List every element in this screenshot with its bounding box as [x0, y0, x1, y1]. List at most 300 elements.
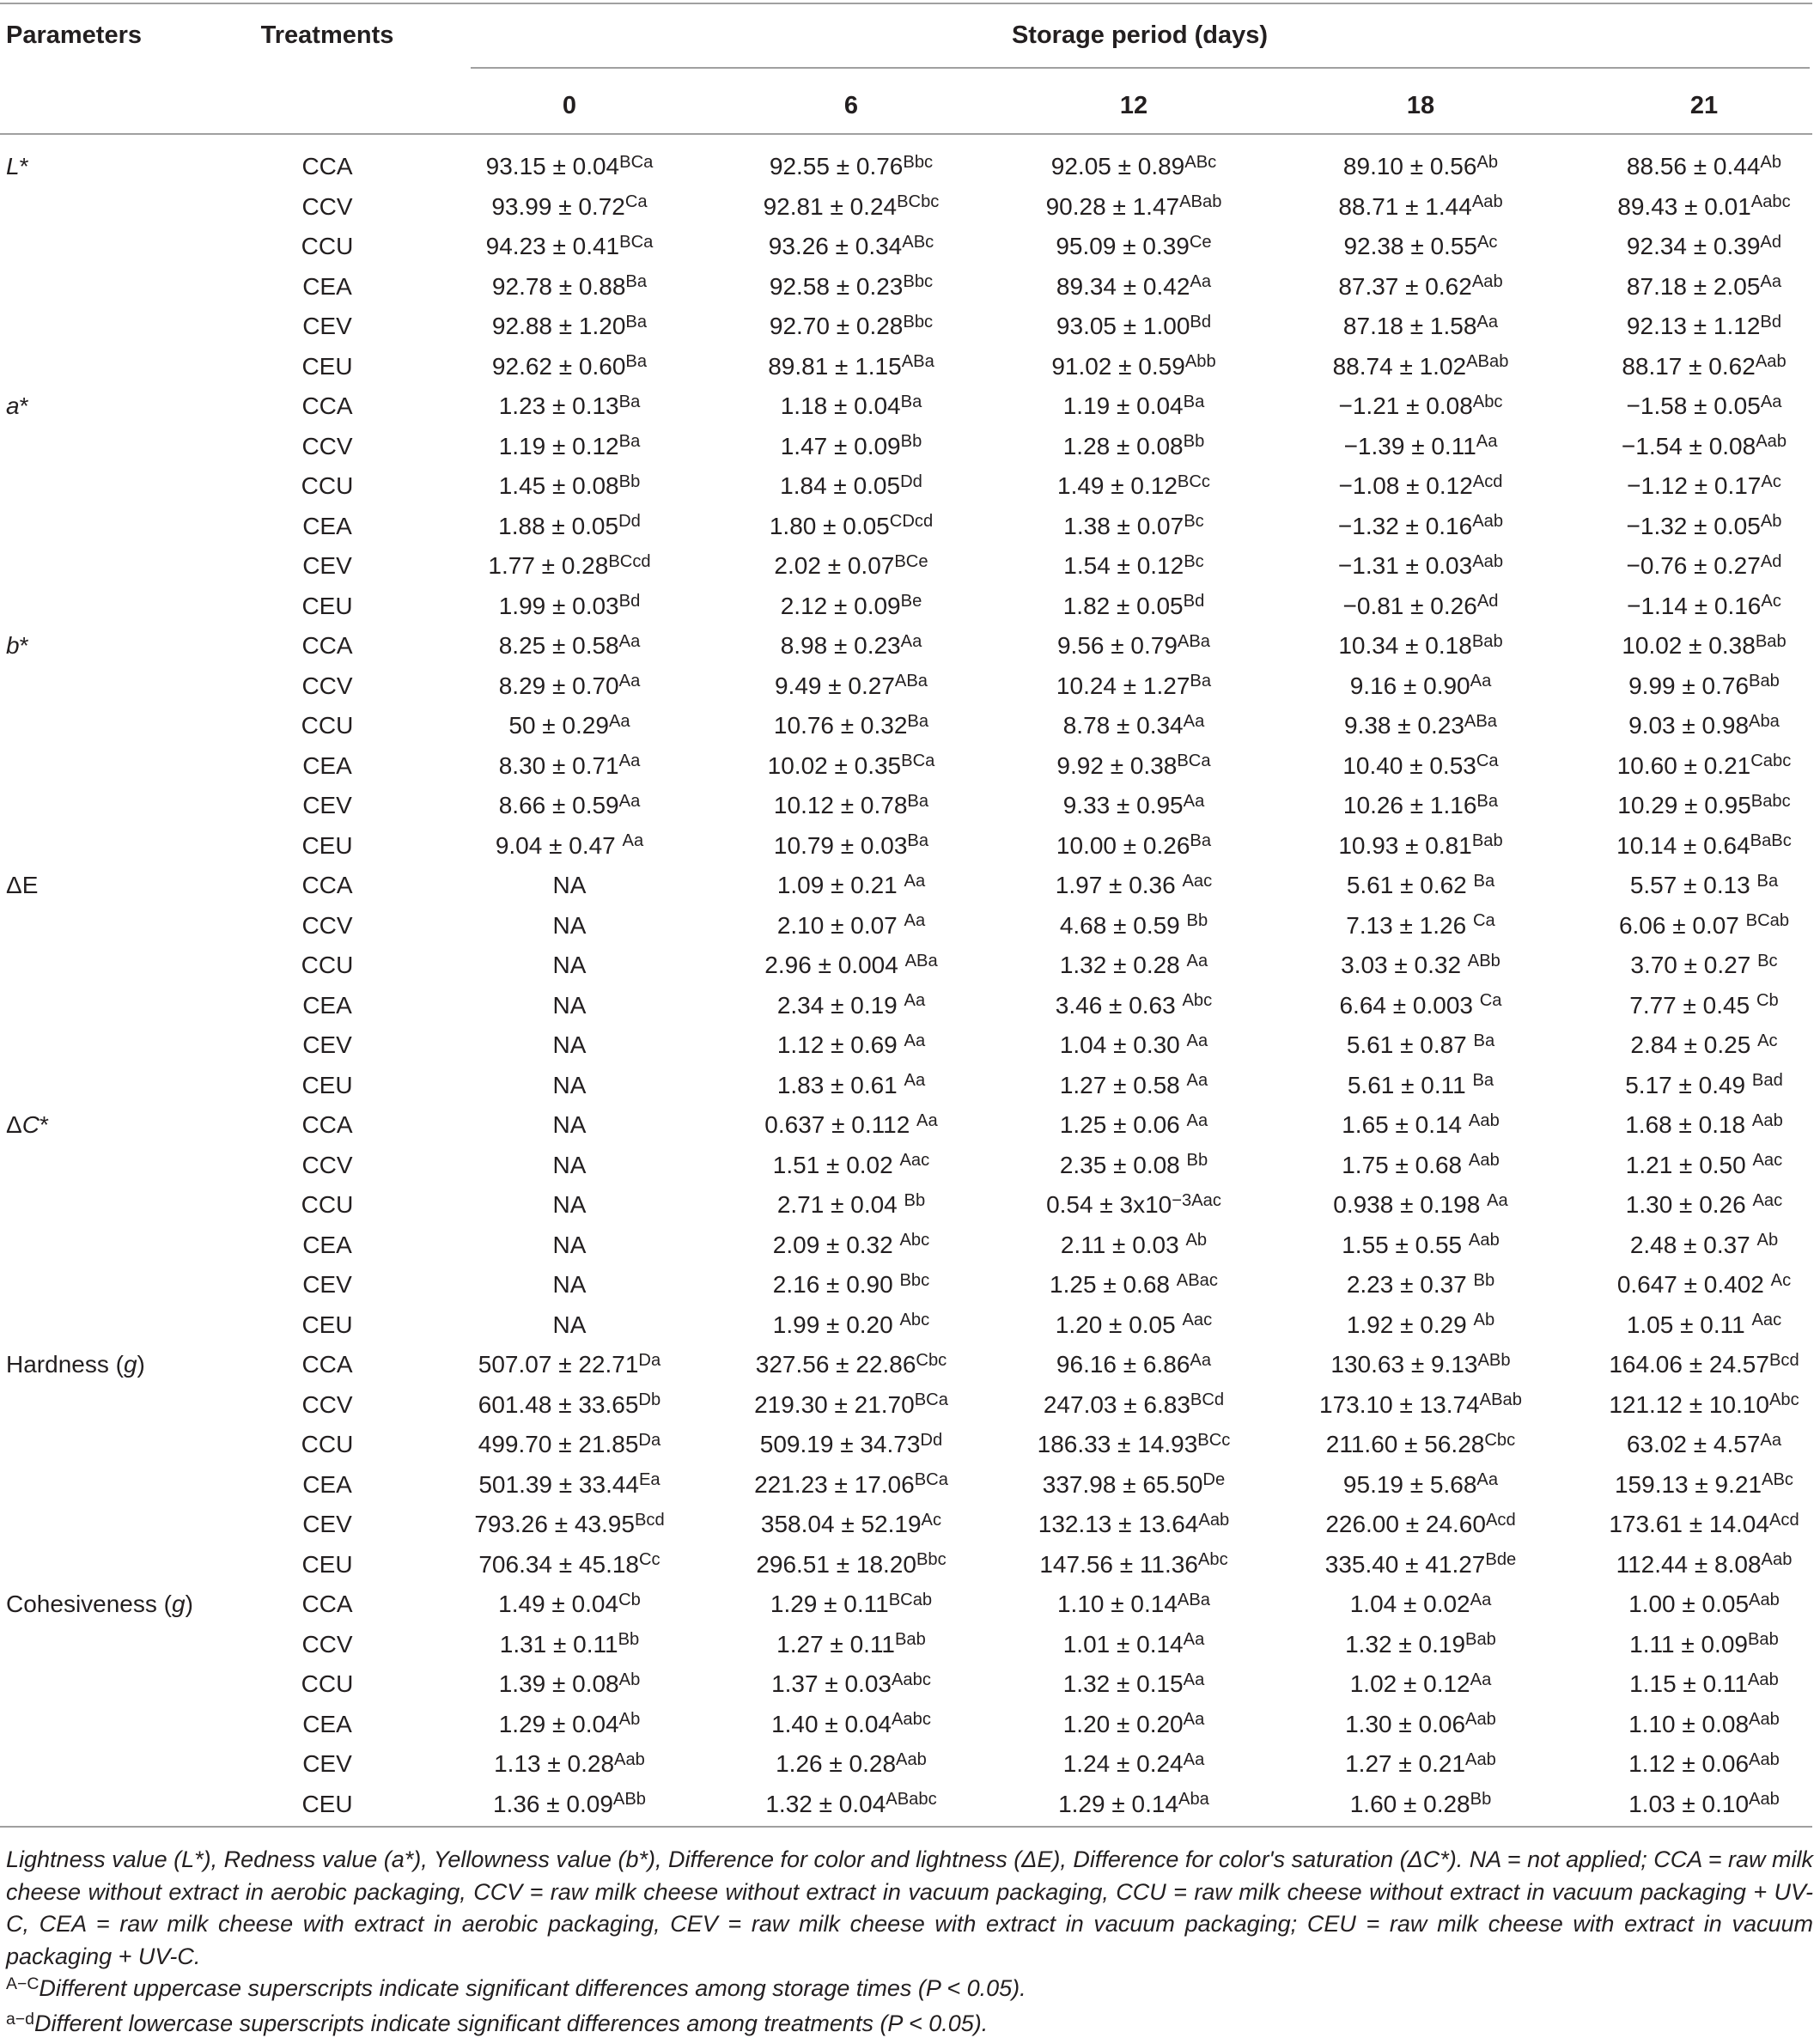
significance-superscript: ABc: [1184, 152, 1217, 172]
value-cell-day-6: [774, 706, 928, 749]
mean-sd-value: 1.99 ± 0.03: [498, 592, 619, 619]
significance-superscript: Da: [638, 1350, 661, 1370]
value-cell-day-6: [777, 986, 925, 1029]
mean-sd-value: 88.17 ± 0.62: [1622, 352, 1756, 380]
mean-sd-value: 1.25 ± 0.68: [1050, 1271, 1177, 1298]
value-cell-day-12: [1050, 1265, 1218, 1308]
value-cell-day-18: [1338, 826, 1502, 869]
mean-sd-value: 1.31 ± 0.11: [499, 1630, 618, 1658]
value-cell-day-0: [499, 587, 641, 630]
value-cell-day-6: [764, 187, 940, 230]
mean-sd-value: 1.12 ± 0.06: [1628, 1750, 1750, 1777]
parameter-label-part: ): [137, 1351, 145, 1378]
significance-superscript: Aabc: [891, 1670, 931, 1689]
value-cell-day-6: [770, 307, 933, 350]
value-cell-day-18: [1325, 1545, 1517, 1588]
value-cell-day-18: [1350, 666, 1492, 709]
mean-sd-value: 1.99 ± 0.20: [772, 1311, 900, 1338]
mean-sd-value: 5.61 ± 0.62: [1346, 872, 1474, 898]
significance-superscript: Ab: [618, 1670, 641, 1689]
value-cell-day-18: [1343, 786, 1498, 829]
table-row: [0, 1505, 1820, 1545]
significance-superscript: Ce: [1189, 232, 1212, 252]
significance-superscript: Aac: [1752, 1151, 1783, 1171]
mean-sd-value: 1.21 ± 0.50: [1625, 1151, 1753, 1178]
value-cell-day-12: [1063, 1705, 1205, 1748]
parameter-label: [6, 1105, 49, 1146]
significance-superscript: BCa: [619, 152, 654, 172]
value-cell-day-21: [1626, 1146, 1782, 1189]
mean-sd-value: 1.10 ± 0.14: [1056, 1591, 1178, 1617]
mean-sd-value: 164.06 ± 24.57: [1609, 1351, 1769, 1378]
value-cell-day-6: [777, 1185, 925, 1228]
significance-superscript: Bbc: [899, 1270, 930, 1290]
value-cell-day-21: [1627, 147, 1781, 190]
mean-sd-value: NA: [552, 911, 587, 939]
significance-superscript: ABab: [1466, 352, 1509, 372]
value-cell-day-18: [1339, 986, 1501, 1029]
significance-superscript: Bbc: [903, 312, 934, 332]
table-row: [0, 1585, 1820, 1625]
treatment-label: CEA: [302, 272, 352, 300]
storage-period-rule: [471, 67, 1810, 69]
significance-superscript: BCa: [914, 1470, 948, 1490]
value-cell-day-0: [500, 1625, 640, 1668]
value-cell-day-0: [499, 666, 641, 709]
mean-sd-value: 1.51 ± 0.02: [772, 1151, 900, 1178]
table-row: [0, 466, 1820, 507]
table-row: [0, 347, 1820, 387]
significance-superscript: Bb: [1470, 1790, 1492, 1810]
value-cell-day-18: [1325, 1505, 1515, 1548]
significance-superscript: Bab: [1465, 1630, 1496, 1650]
value-cell-day-18: [1343, 147, 1498, 190]
significance-superscript: Aa: [1470, 672, 1492, 691]
significance-superscript: Ca: [1479, 991, 1502, 1011]
parameter-label: [6, 866, 38, 906]
significance-superscript: Aac: [1182, 871, 1213, 891]
value-cell-day-18: [1342, 1105, 1500, 1148]
significance-superscript: Ba: [907, 711, 929, 731]
mean-sd-value: 4.68 ± 0.59: [1059, 911, 1187, 939]
value-cell-day-18: [1326, 1425, 1515, 1468]
mean-sd-value: 92.88 ± 1.20: [491, 313, 626, 339]
significance-superscript: Aa: [1183, 1710, 1205, 1730]
value-cell-day-21: [1628, 1744, 1780, 1787]
mean-sd-value: 1.28 ± 0.08: [1062, 432, 1184, 459]
table-footnotes: [6, 1844, 1813, 2043]
mean-sd-value: 121.12 ± 10.10: [1609, 1390, 1769, 1418]
parameter-label-part: Cohesiveness (: [6, 1591, 172, 1617]
value-cell-day-12: [1060, 906, 1208, 949]
parameter-label-part: C: [21, 1111, 40, 1138]
parameter-label-part: a: [6, 392, 20, 419]
value-cell-day-21: [1627, 267, 1781, 310]
value-cell-day-0: [496, 826, 643, 869]
value-cell-day-21: [1629, 1664, 1779, 1707]
significance-superscript: Aab: [1468, 1231, 1500, 1250]
treatment-label: CCV: [301, 1630, 353, 1658]
value-cell-day-21: [1622, 626, 1786, 669]
significance-superscript: Aab: [1761, 1550, 1793, 1570]
value-cell-day-6: [777, 1066, 925, 1109]
value-cell-day-21: [1627, 386, 1782, 429]
value-cell-day-6: [770, 507, 933, 550]
significance-superscript: Be: [900, 592, 922, 611]
table-row: [0, 1185, 1820, 1226]
table-row: [0, 227, 1820, 267]
mean-sd-value: 132.13 ± 13.64: [1038, 1511, 1199, 1537]
mean-sd-value: 10.40 ± 0.53: [1342, 751, 1476, 779]
significance-superscript: ABa: [1177, 1590, 1211, 1609]
significance-superscript: Aab: [1465, 1749, 1496, 1769]
mean-sd-value: 335.40 ± 41.27: [1324, 1550, 1486, 1578]
table-row: [0, 507, 1820, 547]
value-cell-day-21: [1627, 587, 1781, 630]
value-cell-day-0: [493, 1785, 646, 1828]
significance-superscript: Aab: [1749, 1749, 1780, 1769]
mean-sd-value: 1.20 ± 0.20: [1062, 1710, 1184, 1737]
mean-sd-value: 1.09 ± 0.21: [776, 872, 904, 898]
mean-sd-value: 10.02 ± 0.38: [1622, 632, 1756, 659]
table-row: [0, 1226, 1820, 1266]
table-row: [0, 946, 1820, 986]
table-row: [0, 906, 1820, 946]
value-cell-day-18: [1338, 466, 1502, 509]
significance-superscript: Bc: [1757, 951, 1778, 970]
value-cell-day-6: [761, 1505, 941, 1548]
value-cell-day-18: [1345, 1625, 1496, 1668]
value-cell-day-6: [764, 946, 937, 989]
value-cell-day-12: [1046, 187, 1222, 230]
value-cell-day-12: [1058, 1785, 1209, 1828]
value-cell-day-21: [1628, 1705, 1780, 1748]
mean-sd-value: 95.19 ± 5.68: [1342, 1470, 1477, 1498]
parameter-label-part: *: [19, 392, 29, 419]
mean-sd-value: 1.19 ± 0.04: [1062, 392, 1184, 419]
treatment-label: CEV: [302, 1271, 352, 1298]
value-cell-day-0: [492, 347, 647, 390]
value-cell-day-12: [1060, 1066, 1208, 1109]
value-cell-day-12: [1061, 1226, 1207, 1268]
mean-sd-value: 1.24 ± 0.24: [1062, 1750, 1184, 1777]
value-cell-day-18: [1338, 507, 1503, 550]
mean-sd-value: 1.20 ± 0.05: [1055, 1311, 1183, 1338]
value-cell-day-6: [756, 1545, 946, 1588]
significance-superscript: Cabc: [1750, 751, 1792, 771]
mean-sd-value: 9.16 ± 0.90: [1349, 672, 1470, 699]
significance-superscript: Aab: [1465, 1710, 1496, 1730]
significance-superscript: Bad: [1751, 1071, 1783, 1091]
treatment-label: CCV: [301, 1151, 353, 1178]
mean-sd-value: −1.58 ± 0.05: [1626, 392, 1761, 419]
significance-superscript: Ba: [1190, 831, 1212, 851]
significance-superscript: Ab: [1760, 152, 1782, 172]
mean-sd-value: 173.61 ± 14.04: [1609, 1511, 1769, 1537]
table-row: [0, 307, 1820, 347]
treatment-label: CEU: [301, 1311, 353, 1338]
header-treatments: Treatments: [260, 21, 394, 49]
significance-superscript: BCbc: [897, 192, 940, 212]
value-cell-day-6: [773, 1305, 929, 1348]
value-cell-day-21: [1625, 1105, 1783, 1148]
table-row: [0, 1545, 1820, 1585]
significance-superscript: Ba: [907, 831, 929, 851]
mean-sd-value: 1.13 ± 0.28: [494, 1750, 615, 1777]
value-cell-day-21: [1619, 906, 1789, 949]
value-cell-day-0: [553, 986, 587, 1026]
treatment-label: CCA: [301, 1111, 353, 1138]
mean-sd-value: 1.12 ± 0.69: [776, 1031, 904, 1058]
significance-superscript: BCa: [619, 232, 654, 252]
mean-sd-value: 1.04 ± 0.30: [1059, 1031, 1187, 1058]
table-row: [0, 546, 1820, 587]
significance-superscript: Bb: [900, 432, 922, 452]
mean-sd-value: 499.70 ± 21.85: [478, 1431, 639, 1457]
value-cell-day-12: [1051, 147, 1216, 190]
mean-sd-value: 1.29 ± 0.04: [498, 1710, 619, 1737]
significance-superscript: Bc: [1184, 551, 1204, 571]
significance-superscript: Aabc: [891, 1710, 931, 1730]
treatment-label: CCA: [301, 872, 353, 898]
mean-sd-value: NA: [552, 1111, 587, 1138]
mean-sd-value: 1.38 ± 0.07: [1063, 512, 1184, 539]
treatment-label: CEU: [301, 1071, 353, 1098]
value-cell-day-6: [781, 386, 922, 429]
mean-sd-value: 10.24 ± 1.27: [1056, 672, 1190, 699]
table-row: [0, 267, 1820, 307]
significance-superscript: Cc: [639, 1550, 660, 1570]
value-cell-day-0: [486, 147, 654, 190]
mean-sd-value: 93.05 ± 1.00: [1056, 313, 1190, 339]
value-cell-day-0: [488, 546, 650, 589]
mean-sd-value: 10.29 ± 0.95: [1617, 792, 1751, 818]
mean-sd-value: 8.98 ± 0.23: [780, 632, 901, 659]
significance-superscript: BaBc: [1750, 831, 1792, 851]
mean-sd-value: −1.08 ± 0.12: [1338, 472, 1473, 499]
value-cell-day-18: [1350, 1585, 1492, 1627]
value-cell-day-21: [1630, 866, 1778, 909]
significance-superscript: Bbc: [916, 1550, 947, 1570]
treatment-label: CEU: [301, 1550, 353, 1578]
significance-superscript: Ba: [900, 392, 922, 411]
mean-sd-value: 1.03 ± 0.10: [1628, 1790, 1750, 1817]
value-cell-day-18: [1350, 1664, 1492, 1707]
mean-sd-value: 1.32 ± 0.04: [765, 1790, 886, 1817]
value-cell-day-18: [1348, 1066, 1494, 1109]
significance-superscript: Cb: [1756, 991, 1779, 1011]
mean-sd-value: 130.63 ± 9.13: [1330, 1351, 1478, 1378]
value-cell-day-18: [1333, 1185, 1508, 1228]
parameter-label: [6, 626, 28, 666]
significance-superscript: Aab: [1749, 1710, 1780, 1730]
mean-sd-value: −1.39 ± 0.11: [1343, 432, 1476, 459]
value-cell-day-6: [777, 1025, 925, 1068]
mean-sd-value: 8.30 ± 0.71: [498, 751, 619, 779]
mean-sd-value: 296.51 ± 18.20: [756, 1550, 916, 1578]
mean-sd-value: 507.07 ± 22.71: [478, 1351, 639, 1378]
significance-superscript: Aba: [1178, 1790, 1209, 1810]
value-cell-day-12: [1063, 546, 1203, 589]
table-row: [0, 1305, 1820, 1346]
significance-superscript: Aa: [916, 1110, 938, 1130]
table-row: [0, 746, 1820, 787]
mean-sd-value: −0.76 ± 0.27: [1626, 552, 1761, 579]
significance-superscript: ABb: [612, 1790, 647, 1810]
value-cell-day-18: [1338, 267, 1502, 310]
value-cell-day-21: [1628, 666, 1780, 709]
significance-superscript: Bb: [1473, 1270, 1495, 1290]
mean-sd-value: 9.04 ± 0.47: [495, 831, 623, 859]
value-cell-day-12: [1056, 227, 1211, 270]
value-cell-day-18: [1343, 307, 1498, 350]
parameter-label-part: Hardness (: [6, 1351, 124, 1378]
significance-superscript: ABa: [901, 352, 934, 372]
value-cell-day-6: [781, 587, 922, 630]
mean-sd-value: NA: [552, 1271, 587, 1298]
significance-superscript: Bcd: [634, 1510, 665, 1530]
value-cell-day-12: [1039, 1545, 1227, 1588]
treatment-label: CEV: [302, 1031, 352, 1058]
treatment-label: CCU: [301, 712, 354, 739]
mean-sd-value: 50 ± 0.29: [508, 712, 609, 739]
significance-superscript: Ba: [1476, 791, 1499, 811]
significance-superscript: Aa: [1186, 1071, 1208, 1091]
value-cell-day-18: [1345, 1744, 1496, 1787]
value-cell-day-12: [1060, 1105, 1208, 1148]
mean-sd-value: 1.37 ± 0.03: [771, 1670, 892, 1697]
value-cell-day-12: [1056, 866, 1212, 909]
mean-sd-value: 5.17 ± 0.49: [1625, 1071, 1752, 1098]
table-row: [0, 1265, 1820, 1305]
mean-sd-value: 9.56 ± 0.79: [1056, 632, 1178, 659]
treatment-label: CEU: [301, 352, 353, 380]
mean-sd-value: 358.04 ± 52.19: [760, 1511, 922, 1537]
value-cell-day-6: [777, 866, 925, 909]
mean-sd-value: 1.32 ± 0.19: [1345, 1630, 1466, 1658]
value-cell-day-0: [508, 706, 630, 749]
significance-superscript: Bd: [1183, 592, 1205, 611]
value-cell-day-18: [1344, 706, 1497, 749]
significance-superscript: Ad: [1760, 232, 1782, 252]
mean-sd-value: 2.35 ± 0.08: [1059, 1151, 1187, 1178]
significance-superscript: Aab: [1471, 272, 1503, 292]
value-cell-day-12: [1063, 786, 1205, 829]
value-cell-day-18: [1342, 1226, 1500, 1268]
value-cell-day-18: [1338, 626, 1502, 669]
value-cell-day-12: [1063, 1744, 1205, 1787]
significance-superscript: ABa: [894, 672, 928, 691]
significance-superscript: Bbc: [903, 152, 934, 172]
value-cell-day-12: [1043, 1465, 1225, 1508]
value-cell-day-18: [1347, 1305, 1494, 1348]
value-cell-day-12: [1044, 1385, 1224, 1428]
value-cell-day-21: [1609, 1385, 1799, 1428]
mean-sd-value: −1.12 ± 0.17: [1627, 472, 1762, 499]
significance-superscript: Acd: [1472, 471, 1503, 491]
value-cell-day-12: [1056, 1345, 1211, 1388]
mean-sd-value: 95.09 ± 0.39: [1056, 233, 1190, 259]
table-body: [0, 147, 1820, 1824]
significance-superscript: Abc: [1182, 991, 1213, 1011]
value-cell-day-0: [553, 1305, 587, 1346]
value-cell-day-18: [1347, 866, 1494, 909]
mean-sd-value: 93.15 ± 0.04: [485, 153, 620, 179]
significance-superscript: Bd: [1190, 312, 1212, 332]
value-cell-day-6: [774, 786, 928, 829]
value-cell-day-0: [499, 746, 641, 789]
significance-superscript: ABab: [1479, 1390, 1522, 1410]
mean-sd-value: 0.54 ± 3x10: [1046, 1191, 1172, 1218]
mean-sd-value: NA: [552, 1191, 587, 1218]
mean-sd-value: 92.38 ± 0.55: [1343, 233, 1477, 259]
mean-sd-value: 601.48 ± 33.65: [478, 1390, 639, 1418]
value-cell-day-21: [1627, 227, 1781, 270]
value-cell-day-18: [1338, 187, 1502, 230]
significance-superscript: Ad: [1476, 592, 1499, 611]
significance-superscript: Aa: [1183, 1630, 1205, 1650]
value-cell-day-6: [754, 1465, 948, 1508]
value-cell-day-12: [1063, 507, 1203, 550]
mean-sd-value: 1.26 ± 0.28: [776, 1750, 897, 1777]
treatment-label: CEV: [302, 552, 352, 579]
significance-superscript: Ba: [625, 312, 648, 332]
mean-sd-value: 226.00 ± 24.60: [1325, 1511, 1486, 1537]
table-row: [0, 1025, 1820, 1066]
mean-sd-value: 10.34 ± 0.18: [1338, 632, 1472, 659]
mean-sd-value: 2.09 ± 0.32: [772, 1231, 900, 1258]
significance-superscript: Aac: [1182, 1311, 1213, 1330]
value-cell-day-12: [1063, 587, 1205, 630]
significance-superscript: Aa: [1476, 1470, 1499, 1490]
significance-superscript: Bcd: [1768, 1350, 1799, 1370]
mean-sd-value: 1.88 ± 0.05: [498, 512, 619, 539]
mean-sd-value: 92.81 ± 0.24: [763, 192, 898, 220]
mean-sd-value: 0.637 ± 0.112: [764, 1111, 917, 1138]
mean-sd-value: 1.47 ± 0.09: [780, 432, 901, 459]
mean-sd-value: 112.44 ± 8.08: [1616, 1550, 1762, 1578]
value-cell-day-0: [478, 1545, 660, 1588]
significance-superscript: Bab: [1471, 831, 1503, 851]
mean-sd-value: 1.01 ± 0.14: [1062, 1630, 1184, 1658]
mean-sd-value: 1.80 ± 0.05: [769, 512, 890, 539]
value-cell-day-0: [553, 1265, 587, 1305]
mean-sd-value: 92.70 ± 0.28: [769, 313, 904, 339]
value-cell-day-6: [774, 546, 928, 589]
parameter-label-part: g: [171, 1591, 186, 1617]
value-cell-day-21: [1630, 946, 1777, 989]
mean-sd-value: 1.77 ± 0.28: [488, 552, 609, 579]
mean-sd-value: 1.29 ± 0.14: [1058, 1790, 1179, 1817]
significance-superscript: Ba: [625, 272, 648, 292]
significance-superscript: Ab: [1473, 1311, 1495, 1330]
value-cell-day-0: [474, 1505, 664, 1548]
value-cell-day-21: [1616, 826, 1792, 869]
value-cell-day-12: [1046, 1185, 1221, 1228]
significance-superscript: Ba: [1472, 1071, 1494, 1091]
table-row: [0, 1465, 1820, 1506]
value-cell-day-0: [478, 1465, 660, 1508]
mean-sd-value: 1.49 ± 0.12: [1056, 472, 1178, 499]
mean-sd-value: 327.56 ± 22.86: [755, 1351, 916, 1378]
mean-sd-value: 10.93 ± 0.81: [1338, 831, 1472, 859]
mean-sd-value: 9.38 ± 0.23: [1343, 712, 1464, 739]
treatment-label: CEA: [302, 751, 352, 779]
significance-superscript: Bab: [1755, 631, 1787, 651]
value-cell-day-12: [1057, 1585, 1210, 1627]
mean-sd-value: 1.11 ± 0.09: [1629, 1630, 1748, 1658]
treatment-label: CEV: [302, 1511, 352, 1537]
